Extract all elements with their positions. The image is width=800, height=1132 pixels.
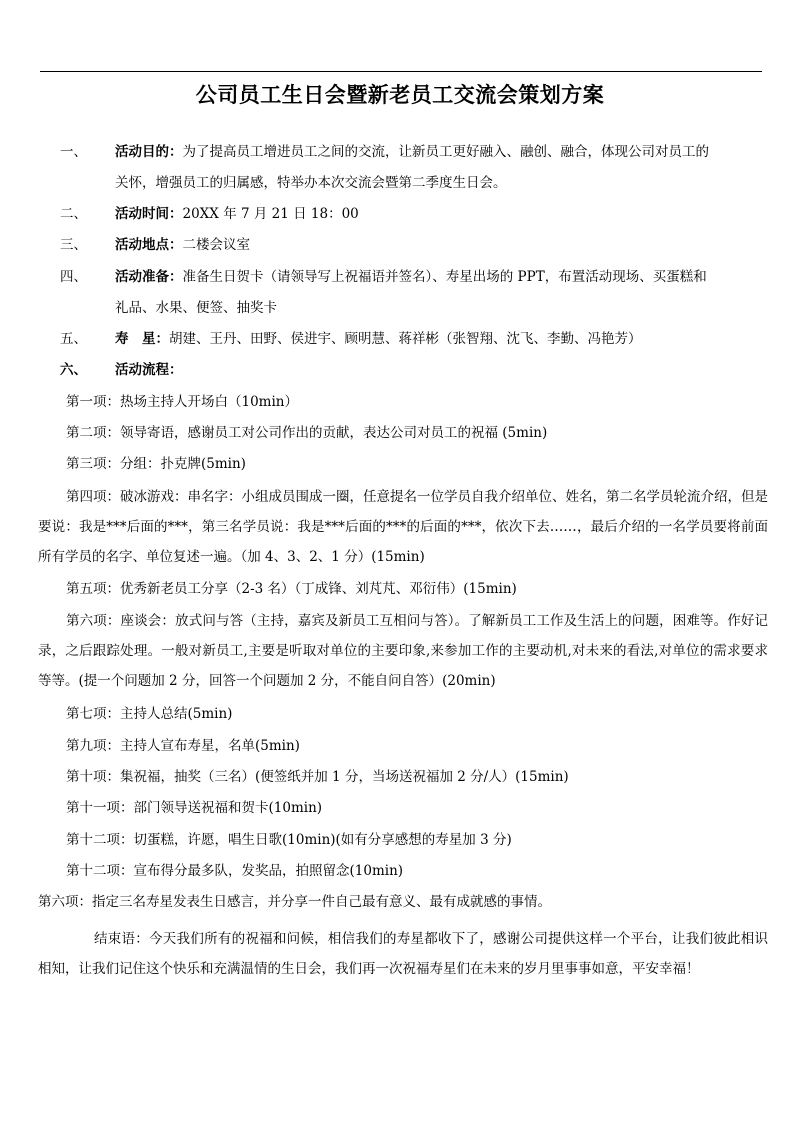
process-item: 第四项：破冰游戏：串名字：小组成员围成一圈，任意提名一位学员自我介绍单位、姓名，第二名学员轮流介绍，但是要说：我是***后面的***，第三名学员说：我是***后面的***的后面的***，依次下去……，最后介绍的一名学员要将前面所有学员的名字、单位复述一遍。（加 4、3、2、1 分）(15min) — [38, 489, 768, 565]
section-number: 六、 — [60, 362, 87, 378]
section-number: 二、 — [60, 206, 87, 222]
section-time — [115, 199, 765, 229]
section-location — [115, 230, 765, 260]
process-item: 第三项：分组：扑克牌(5min) — [66, 456, 246, 472]
section-label: 活动地点： — [115, 237, 183, 253]
section-text: 二楼会议室 — [182, 237, 250, 253]
section-text-cont: 关怀，增强员工的归属感，特举办本次交流会暨第二季度生日会。 — [115, 175, 507, 191]
process-item: 第十二项：宣布得分最多队，发奖品，拍照留念(10min) — [66, 863, 404, 879]
closing-paragraph: 结束语：今天我们所有的祝福和问候，相信我们的寿星都收下了，感谢公司提供这样一个平台，让我们彼此相识相知，让我们记住这个快乐和充满温情的生日会，我们再一次祝福寿星们在未来的岁月里事事如意，平安幸福！ — [38, 931, 768, 977]
section-text-cont: 礼品、水果、便签、抽奖卡 — [115, 300, 277, 316]
process-item: 第一项：热场主持人开场白（10min） — [66, 394, 298, 410]
section-text: 胡建、王丹、田野、侯进宇、顾明慧、蒋祥彬（张智翔、沈飞、李勤、冯艳芳） — [169, 331, 642, 347]
process-item: 第十一项：部门领导送祝福和贺卡(10min) — [66, 800, 323, 816]
section-text: 20XX 年 7 月 21 日 18：00 — [182, 206, 359, 222]
section-label: 活动时间： — [115, 206, 183, 222]
document-title: 公司员工生日会暨新老员工交流会策划方案 — [195, 82, 605, 107]
process-item: 第十二项：切蛋糕，许愿，唱生日歌(10min)(如有分享感想的寿星加 3 分) — [66, 832, 512, 848]
section-process — [115, 355, 765, 385]
section-label: 活动目的： — [115, 144, 183, 160]
extra-item: 第六项：指定三名寿星发表生日感言，并分享一件自己最有意义、最有成就感的事情。 — [38, 894, 551, 910]
process-item: 第十项：集祝福，抽奖（三名）(便签纸并加 1 分，当场送祝福加 2 分/人）(15min) — [66, 769, 569, 785]
section-number: 三、 — [60, 237, 87, 253]
section-number: 四、 — [60, 269, 87, 285]
section-label: 活动流程： — [115, 362, 183, 378]
section-text: 准备生日贺卡（请领导写上祝福语并签名）、寿星出场的 PPT，布置活动现场、买蛋糕和 — [182, 269, 707, 285]
section-number: 五、 — [60, 331, 87, 347]
section-text: 为了提高员工增进员工之间的交流，让新员工更好融入、融创、融合，体现公司对员工的 — [182, 144, 709, 160]
process-item: 第七项：主持人总结(5min) — [66, 706, 233, 722]
section-birthday-stars — [115, 324, 765, 354]
section-purpose — [115, 137, 765, 167]
process-item: 第五项：优秀新老员工分享（2-3 名）（丁成锋、刘芃芃、邓衍伟）(15min) — [66, 581, 517, 597]
process-item: 第二项：领导寄语，感谢员工对公司作出的贡献，表达公司对员工的祝福 (5min) — [66, 425, 548, 441]
header-rule — [40, 71, 762, 72]
process-item: 第九项：主持人宣布寿星，名单(5min) — [66, 738, 300, 754]
section-label: 活动准备： — [115, 269, 183, 285]
process-item: 第六项：座谈会：放式问与答（主持，嘉宾及新员工互相问与答）。了解新员工工作及生活上的问题，困难等。作好记录，之后跟踪处理。一般对新员工,主要是听取对单位的主要印象,来参加工作的主要动机,对未来的看法,对单位的需求要求等等。(提一个问题加 2 分，回答一个问题加 2 分，不能自问自答）(20min) — [38, 613, 768, 689]
section-number: 一、 — [60, 144, 87, 160]
section-preparation — [115, 262, 765, 292]
section-label: 寿 星： — [115, 331, 169, 347]
